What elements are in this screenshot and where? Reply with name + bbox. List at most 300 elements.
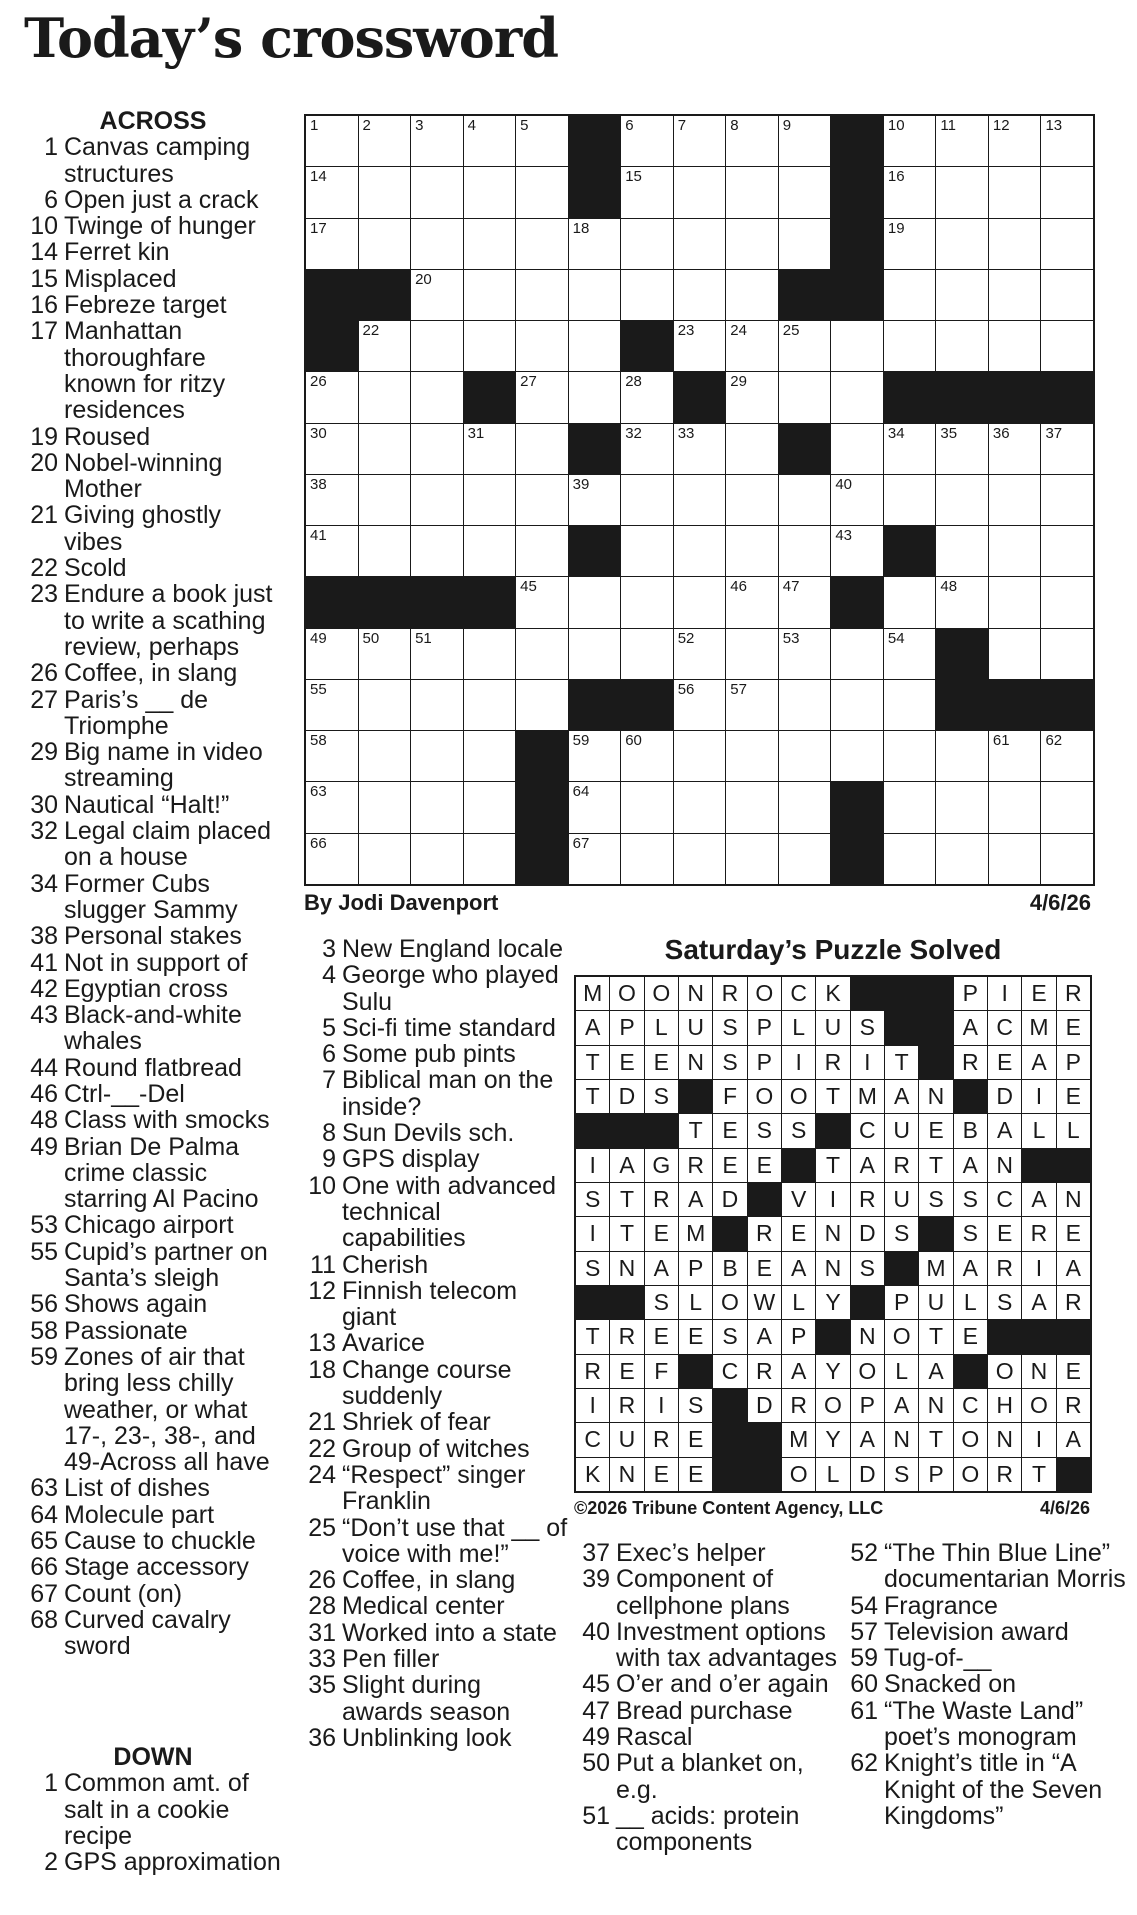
grid-cell[interactable] — [516, 680, 568, 730]
grid-cell[interactable] — [884, 270, 936, 320]
grid-cell[interactable] — [569, 577, 621, 627]
grid-cell[interactable] — [989, 475, 1041, 525]
grid-cell[interactable] — [621, 372, 673, 422]
grid-cell[interactable] — [621, 116, 673, 166]
grid-cell[interactable] — [726, 424, 778, 474]
grid-cell[interactable] — [726, 577, 778, 627]
grid-cell[interactable] — [674, 167, 726, 217]
grid-cell[interactable] — [1041, 321, 1093, 371]
grid-cell[interactable] — [306, 219, 358, 269]
grid-cell[interactable] — [726, 782, 778, 832]
grid-cell[interactable] — [411, 321, 463, 371]
clue-item[interactable] — [300, 1567, 568, 1593]
grid-cell[interactable] — [464, 526, 516, 576]
clue-item[interactable] — [300, 1278, 568, 1331]
grid-cell[interactable] — [1041, 834, 1093, 884]
clue-item[interactable] — [300, 1330, 568, 1356]
grid-cell[interactable] — [359, 475, 411, 525]
clue-item[interactable] — [22, 950, 284, 976]
clue-item[interactable] — [22, 1475, 284, 1501]
grid-cell[interactable] — [936, 782, 988, 832]
grid-cell[interactable] — [779, 321, 831, 371]
grid-cell[interactable] — [621, 731, 673, 781]
grid-cell[interactable] — [516, 167, 568, 217]
cell-number: 26 — [310, 373, 327, 391]
grid-cell[interactable] — [621, 475, 673, 525]
grid-cell[interactable] — [726, 219, 778, 269]
grid-cell[interactable] — [464, 167, 516, 217]
grid-cell[interactable] — [621, 834, 673, 884]
grid-cell[interactable] — [516, 629, 568, 679]
down-clues-column-3 — [570, 1540, 840, 1856]
grid-cell[interactable] — [726, 629, 778, 679]
grid-cell[interactable] — [569, 475, 621, 525]
cell-number: 13 — [1045, 117, 1063, 134]
solution-letter: E — [679, 1320, 712, 1353]
clue-text: Giving ghostly vibes — [64, 501, 222, 556]
grid-cell[interactable] — [516, 475, 568, 525]
clue-number: 66 — [30, 1553, 58, 1582]
grid-cell[interactable] — [674, 731, 726, 781]
grid-cell[interactable] — [411, 116, 463, 166]
grid-cell[interactable] — [306, 629, 358, 679]
grid-cell[interactable] — [516, 526, 568, 576]
grid-cell[interactable] — [779, 577, 831, 627]
grid-cell[interactable] — [831, 372, 883, 422]
grid-cell[interactable] — [936, 219, 988, 269]
solution-letter: O — [610, 977, 643, 1010]
grid-cell[interactable] — [884, 167, 936, 217]
grid-cell[interactable] — [989, 577, 1041, 627]
grid-cell[interactable] — [989, 424, 1041, 474]
grid-cell[interactable] — [359, 424, 411, 474]
clue-item[interactable] — [22, 134, 284, 187]
clue-item[interactable] — [570, 1724, 840, 1750]
grid-cell[interactable] — [359, 629, 411, 679]
clue-item[interactable] — [570, 1540, 840, 1566]
grid-cell[interactable] — [884, 834, 936, 884]
solution-letter: S — [645, 1080, 678, 1113]
clue-item[interactable] — [838, 1593, 1130, 1619]
grid-cell[interactable] — [779, 167, 831, 217]
grid-cell[interactable] — [779, 372, 831, 422]
grid-cell[interactable] — [989, 834, 1041, 884]
grid-cell[interactable] — [674, 577, 726, 627]
grid-cell[interactable] — [726, 116, 778, 166]
grid-cell[interactable] — [884, 680, 936, 730]
grid-cell[interactable] — [884, 475, 936, 525]
grid-cell[interactable] — [306, 116, 358, 166]
clue-item[interactable] — [838, 1671, 1130, 1697]
clue-item[interactable] — [300, 1146, 568, 1172]
grid-cell[interactable] — [621, 424, 673, 474]
grid-cell[interactable] — [411, 270, 463, 320]
clue-item[interactable] — [300, 1672, 568, 1725]
grid-cell[interactable] — [726, 526, 778, 576]
grid-cell[interactable] — [884, 782, 936, 832]
grid-cell[interactable] — [831, 526, 883, 576]
grid-cell[interactable] — [569, 219, 621, 269]
grid-cell[interactable] — [989, 116, 1041, 166]
clue-item[interactable] — [22, 1081, 284, 1107]
clue-item[interactable] — [300, 1515, 568, 1568]
grid-cell[interactable] — [674, 321, 726, 371]
grid-cell[interactable] — [569, 731, 621, 781]
grid-cell[interactable] — [989, 731, 1041, 781]
grid-cell[interactable] — [1041, 270, 1093, 320]
clue-item[interactable] — [838, 1750, 1130, 1829]
grid-cell[interactable] — [779, 680, 831, 730]
clue-item[interactable] — [570, 1566, 840, 1619]
grid-cell[interactable] — [674, 270, 726, 320]
solution-letter: T — [919, 1423, 952, 1456]
clue-item[interactable] — [22, 1002, 284, 1055]
grid-cell[interactable] — [989, 782, 1041, 832]
grid-cell[interactable] — [674, 116, 726, 166]
grid-cell[interactable] — [306, 834, 358, 884]
grid-cell[interactable] — [1041, 219, 1093, 269]
grid-cell[interactable] — [726, 270, 778, 320]
grid-cell[interactable] — [884, 219, 936, 269]
clue-item[interactable] — [22, 1770, 284, 1849]
clue-item[interactable] — [300, 1041, 568, 1067]
grid-cell[interactable] — [411, 834, 463, 884]
grid-cell[interactable] — [464, 782, 516, 832]
grid-cell[interactable] — [779, 834, 831, 884]
solution-letter: N — [816, 1252, 849, 1285]
grid-cell[interactable] — [674, 424, 726, 474]
grid-cell[interactable] — [516, 116, 568, 166]
grid-cell[interactable] — [359, 167, 411, 217]
clue-item[interactable] — [570, 1750, 840, 1803]
grid-cell[interactable] — [569, 372, 621, 422]
clue-item[interactable] — [300, 1252, 568, 1278]
grid-cell[interactable] — [779, 219, 831, 269]
grid-cell[interactable] — [516, 577, 568, 627]
grid-cell[interactable] — [1041, 475, 1093, 525]
clue-item[interactable] — [22, 1291, 284, 1317]
clue-item[interactable] — [22, 424, 284, 450]
grid-cell[interactable] — [674, 782, 726, 832]
grid-cell[interactable] — [831, 321, 883, 371]
grid-cell[interactable] — [464, 270, 516, 320]
clue-item[interactable] — [22, 1318, 284, 1344]
grid-cell[interactable] — [936, 321, 988, 371]
cell-number: 50 — [362, 629, 380, 647]
grid-cell[interactable] — [884, 321, 936, 371]
grid-cell[interactable] — [989, 526, 1041, 576]
solution-letter: N — [851, 1320, 884, 1353]
clue-number: 62 — [850, 1749, 878, 1778]
clue-item[interactable] — [22, 1554, 284, 1580]
grid-cell[interactable] — [621, 577, 673, 627]
clue-item[interactable] — [22, 1107, 284, 1133]
clue-item[interactable] — [22, 1212, 284, 1238]
grid-cell[interactable] — [359, 731, 411, 781]
grid-cell[interactable] — [726, 321, 778, 371]
black-square — [569, 424, 621, 474]
grid-cell[interactable] — [831, 680, 883, 730]
grid-cell[interactable] — [936, 167, 988, 217]
grid-cell[interactable] — [464, 424, 516, 474]
grid-cell[interactable] — [1041, 629, 1093, 679]
grid-cell[interactable] — [884, 424, 936, 474]
grid-cell[interactable] — [989, 321, 1041, 371]
cell-number: 10 — [887, 117, 905, 134]
clue-item[interactable] — [22, 1344, 284, 1475]
clue-item[interactable] — [300, 1015, 568, 1041]
grid-cell[interactable] — [621, 782, 673, 832]
clue-item[interactable] — [22, 266, 284, 292]
clue-item[interactable] — [300, 1357, 568, 1410]
clue-item[interactable] — [300, 1436, 568, 1462]
cell-number: 7 — [677, 117, 687, 134]
across-clues — [22, 108, 284, 1660]
grid-cell[interactable] — [884, 116, 936, 166]
grid-cell[interactable] — [411, 424, 463, 474]
grid-cell[interactable] — [306, 731, 358, 781]
cell-number: 67 — [572, 834, 590, 852]
grid-cell[interactable] — [936, 270, 988, 320]
clue-item[interactable] — [22, 739, 284, 792]
grid-cell[interactable] — [569, 321, 621, 371]
grid-cell[interactable] — [726, 372, 778, 422]
grid-cell[interactable] — [1041, 116, 1093, 166]
clue-item[interactable] — [570, 1671, 840, 1697]
clue-text: Egyptian cross — [64, 974, 228, 1003]
grid-cell[interactable] — [726, 475, 778, 525]
grid-cell[interactable] — [831, 629, 883, 679]
grid-cell[interactable] — [359, 372, 411, 422]
grid-cell[interactable] — [516, 372, 568, 422]
grid-cell[interactable] — [1041, 167, 1093, 217]
clue-item[interactable] — [300, 1067, 568, 1120]
clue-item[interactable] — [838, 1645, 1130, 1671]
grid-cell[interactable] — [464, 475, 516, 525]
grid-cell[interactable] — [569, 270, 621, 320]
grid-cell[interactable] — [411, 629, 463, 679]
clue-number: 22 — [30, 554, 58, 583]
grid-cell[interactable] — [936, 526, 988, 576]
clue-item[interactable] — [22, 450, 284, 503]
clue-item[interactable] — [300, 1462, 568, 1515]
grid-cell[interactable] — [674, 526, 726, 576]
grid-cell[interactable] — [726, 731, 778, 781]
clue-item[interactable] — [570, 1698, 840, 1724]
grid-cell[interactable] — [989, 629, 1041, 679]
grid-cell[interactable] — [359, 680, 411, 730]
clue-item[interactable] — [300, 1593, 568, 1619]
clue-item[interactable] — [300, 936, 568, 962]
black-square — [989, 680, 1041, 730]
grid-cell[interactable] — [884, 731, 936, 781]
grid-cell[interactable] — [674, 475, 726, 525]
grid-cell[interactable] — [831, 475, 883, 525]
clue-item[interactable] — [22, 1581, 284, 1607]
grid-cell[interactable] — [306, 475, 358, 525]
grid-cell[interactable] — [306, 526, 358, 576]
clue-item[interactable] — [300, 1725, 568, 1751]
grid-cell[interactable] — [621, 629, 673, 679]
grid-cell[interactable] — [464, 680, 516, 730]
clue-item[interactable] — [22, 213, 284, 239]
grid-cell[interactable] — [516, 321, 568, 371]
grid-cell[interactable] — [726, 167, 778, 217]
grid-cell[interactable] — [936, 475, 988, 525]
grid-cell[interactable] — [674, 219, 726, 269]
grid-cell[interactable] — [569, 834, 621, 884]
grid-cell[interactable] — [411, 475, 463, 525]
grid-cell[interactable] — [621, 167, 673, 217]
grid-cell[interactable] — [726, 680, 778, 730]
clue-item[interactable] — [22, 1055, 284, 1081]
clue-number: 57 — [850, 1617, 878, 1646]
grid-cell[interactable] — [359, 321, 411, 371]
grid-cell[interactable] — [884, 629, 936, 679]
grid-cell[interactable] — [411, 167, 463, 217]
grid-cell[interactable] — [516, 270, 568, 320]
grid-cell[interactable] — [936, 116, 988, 166]
grid-cell[interactable] — [1041, 782, 1093, 832]
solution-letter: C — [782, 977, 815, 1010]
clue-item[interactable] — [570, 1619, 840, 1672]
solution-letter: C — [988, 1011, 1021, 1044]
clue-item[interactable] — [300, 1409, 568, 1435]
clue-item[interactable] — [22, 292, 284, 318]
grid-cell[interactable] — [306, 167, 358, 217]
grid-cell[interactable] — [621, 270, 673, 320]
grid-cell[interactable] — [306, 782, 358, 832]
clue-item[interactable] — [570, 1803, 840, 1856]
clue-item[interactable] — [300, 1120, 568, 1146]
grid-cell[interactable] — [411, 219, 463, 269]
grid-cell[interactable] — [1041, 577, 1093, 627]
grid-cell[interactable] — [1041, 526, 1093, 576]
grid-cell[interactable] — [779, 475, 831, 525]
crossword-grid[interactable] — [304, 114, 1095, 886]
grid-cell[interactable] — [464, 731, 516, 781]
clue-item[interactable] — [22, 1502, 284, 1528]
clue-item[interactable] — [22, 187, 284, 213]
grid-cell[interactable] — [831, 424, 883, 474]
grid-cell[interactable] — [306, 424, 358, 474]
clue-item[interactable] — [300, 1620, 568, 1646]
clue-item[interactable] — [300, 962, 568, 1015]
clue-item[interactable] — [22, 1239, 284, 1292]
grid-cell[interactable] — [516, 424, 568, 474]
grid-cell[interactable] — [831, 731, 883, 781]
clue-item[interactable] — [838, 1619, 1130, 1645]
grid-cell[interactable] — [569, 782, 621, 832]
black-square — [306, 577, 358, 627]
grid-cell[interactable] — [464, 629, 516, 679]
grid-cell[interactable] — [674, 629, 726, 679]
grid-cell[interactable] — [359, 834, 411, 884]
grid-cell[interactable] — [306, 680, 358, 730]
grid-cell[interactable] — [936, 424, 988, 474]
clue-item[interactable] — [22, 818, 284, 871]
black-square — [884, 372, 936, 422]
clue-item[interactable] — [22, 1134, 284, 1213]
clue-item[interactable] — [838, 1540, 1130, 1593]
clue-item[interactable] — [300, 1173, 568, 1252]
grid-cell[interactable] — [936, 731, 988, 781]
grid-cell[interactable] — [936, 577, 988, 627]
solution-letter: R — [645, 1423, 678, 1456]
grid-cell[interactable] — [411, 526, 463, 576]
grid-cell[interactable] — [779, 526, 831, 576]
grid-cell[interactable] — [779, 782, 831, 832]
clue-item[interactable] — [22, 976, 284, 1002]
grid-cell[interactable] — [359, 219, 411, 269]
clue-number: 23 — [30, 580, 58, 609]
clue-number: 40 — [582, 1617, 610, 1646]
clue-item[interactable] — [22, 555, 284, 581]
clue-number: 59 — [30, 1342, 58, 1371]
grid-cell[interactable] — [411, 372, 463, 422]
clue-item[interactable] — [838, 1698, 1130, 1751]
grid-cell[interactable] — [464, 219, 516, 269]
clue-item[interactable] — [22, 923, 284, 949]
clue-item[interactable] — [22, 792, 284, 818]
grid-cell[interactable] — [621, 526, 673, 576]
solution-letter: Y — [816, 1355, 849, 1388]
grid-cell[interactable] — [726, 834, 778, 884]
grid-cell[interactable] — [411, 782, 463, 832]
grid-cell[interactable] — [779, 116, 831, 166]
grid-cell[interactable] — [779, 731, 831, 781]
grid-cell[interactable] — [411, 680, 463, 730]
grid-cell[interactable] — [884, 577, 936, 627]
clue-item[interactable] — [22, 502, 284, 555]
clue-item[interactable] — [22, 687, 284, 740]
clue-item[interactable] — [22, 1849, 284, 1875]
grid-cell[interactable] — [674, 680, 726, 730]
clue-text: Group of witches — [342, 1434, 530, 1463]
grid-cell[interactable] — [464, 116, 516, 166]
grid-cell[interactable] — [359, 116, 411, 166]
clue-item[interactable] — [22, 1528, 284, 1554]
grid-cell[interactable] — [306, 372, 358, 422]
grid-cell[interactable] — [569, 629, 621, 679]
clue-item[interactable] — [300, 1646, 568, 1672]
grid-cell[interactable] — [936, 834, 988, 884]
clue-text: Brian De Palma crime classic starring Al Pacino — [64, 1132, 259, 1214]
grid-cell[interactable] — [779, 629, 831, 679]
grid-cell[interactable] — [621, 219, 673, 269]
clue-item[interactable] — [22, 318, 284, 423]
grid-cell[interactable] — [359, 526, 411, 576]
clue-item[interactable] — [22, 239, 284, 265]
grid-cell[interactable] — [359, 782, 411, 832]
grid-cell[interactable] — [1041, 424, 1093, 474]
clue-item[interactable] — [22, 871, 284, 924]
grid-cell[interactable] — [989, 167, 1041, 217]
clue-item[interactable] — [22, 1607, 284, 1660]
grid-cell[interactable] — [464, 834, 516, 884]
clue-number: 18 — [308, 1355, 336, 1384]
grid-cell[interactable] — [411, 731, 463, 781]
clue-item[interactable] — [22, 581, 284, 660]
grid-cell[interactable] — [516, 219, 568, 269]
solution-letter: S — [679, 1389, 712, 1422]
grid-cell[interactable] — [989, 270, 1041, 320]
grid-cell[interactable] — [989, 219, 1041, 269]
clue-item[interactable] — [22, 660, 284, 686]
grid-cell[interactable] — [464, 321, 516, 371]
grid-cell[interactable] — [1041, 731, 1093, 781]
grid-cell[interactable] — [674, 834, 726, 884]
